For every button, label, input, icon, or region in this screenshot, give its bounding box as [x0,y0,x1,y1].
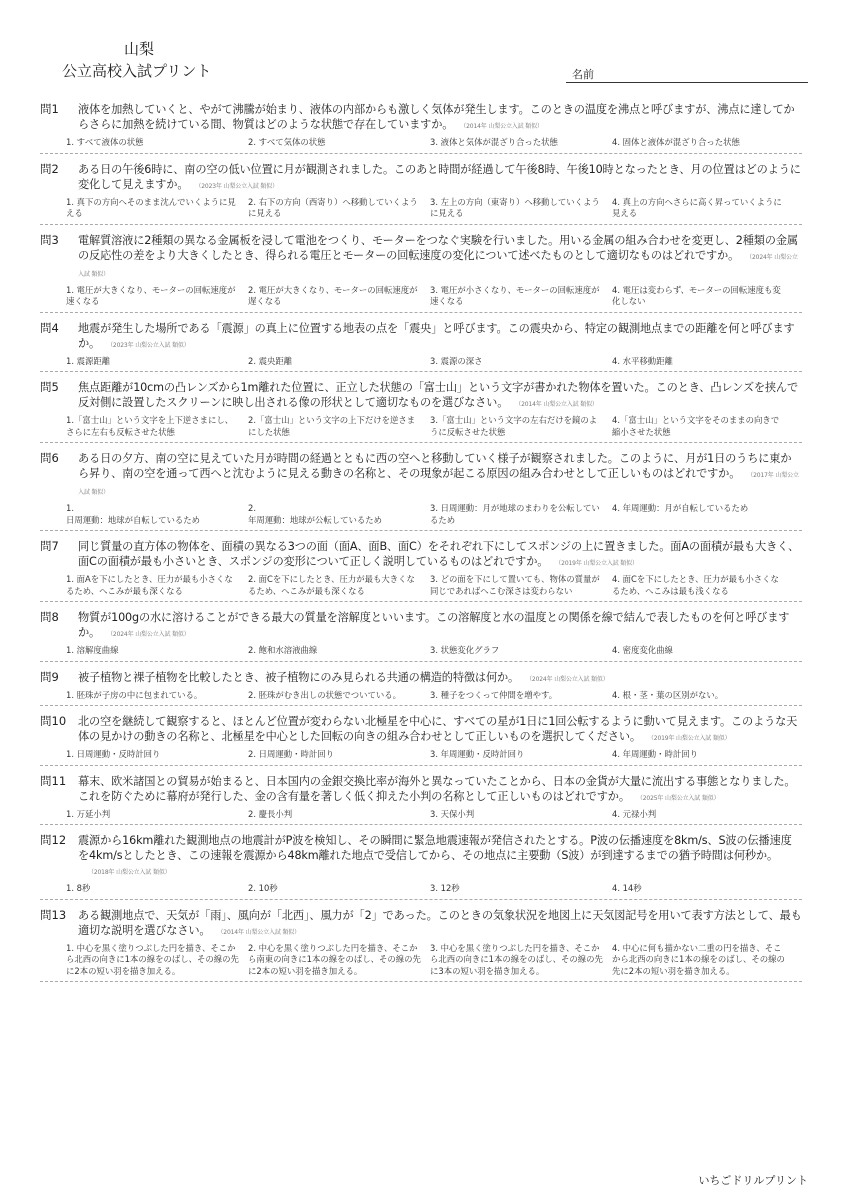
answer-choice[interactable]: 4.「富士山」という文字をそのままの向きで縮小させた状態 [612,415,780,437]
choice-list [66,645,802,657]
question-text [78,102,802,134]
question-number: 問1 [40,102,59,116]
answer-choice[interactable]: 3. 年周運動・反時計回り [430,749,525,759]
answer-choice[interactable]: 4. 固体と液体が混ざり合った状態 [612,137,740,147]
question-text [78,539,802,571]
answer-choice[interactable]: 1. 万延小判 [66,808,111,819]
answer-choice[interactable]: 1. 8秒 [66,883,91,893]
choice-list [66,415,802,438]
question-source: （2023年 山梨公立入試 類似） [110,341,190,349]
answer-choice[interactable]: 2. 面Cを下にしたとき、圧力が最も大きくなるため、へこみが最も深くなる [248,574,415,596]
footer-brand: いちごドリルプリント [698,1174,808,1187]
question-text [78,610,802,642]
question-body: 物質が100gの水に溶けることができる最大の質量を溶解度といいます。この溶解度と水の温度との関係を線で結んで表したものを何と呼びますか。 [78,611,790,639]
choice-list [66,943,802,978]
answer-choice[interactable]: 3. 日周運動：月が地球のまわりを公転しているため [430,503,600,525]
question-block [40,380,802,443]
question-source: （2018年 山梨公立入試 類似） [88,869,171,876]
choice-list [66,197,802,220]
answer-choice[interactable]: 1. 電圧が大きくなり、モーターの回転速度が速くなる [66,284,236,306]
question-number: 問9 [40,669,59,684]
answer-choice[interactable]: 3. 12秒 [430,883,460,893]
question-text [78,714,802,746]
answer-choice[interactable]: 4. 年周運動・時計回り [612,749,699,759]
question-list [40,102,802,990]
question-block [40,908,802,983]
choice-list [66,503,802,526]
question-text [78,380,802,412]
question-source: （2014年 山梨公立入試 類似） [518,401,598,408]
answer-choice[interactable]: 2. 年周運動：地球が公転しているため [248,503,382,525]
question-number: 問11 [40,773,67,788]
answer-choice[interactable]: 4. 年周運動：月が自転しているため [612,503,749,513]
question-source: （2014年 山梨公立入試 類似） [463,123,543,130]
question-block [40,714,802,766]
choice-list [66,749,802,761]
question-body: 被子植物と裸子植物を比較したとき、被子植物にのみ見られる共通の構造的特徴は何か。 [78,670,520,684]
answer-choice[interactable]: 2. 胚珠がむき出しの状態でついている。 [248,689,402,700]
answer-choice[interactable]: 4. 真上の方向へさらに高く昇っていくように見える [612,196,782,218]
answer-choice[interactable]: 3. 震源の深さ [430,355,483,366]
answer-choice[interactable]: 2. 日周運動・時計回り [248,749,335,759]
question-number: 問4 [40,320,59,335]
answer-choice[interactable]: 2. 右下の方向（西寄り）へ移動していくように見える [248,196,418,218]
answer-choice[interactable]: 2. すべて気体の状態 [248,137,326,147]
question-body: 地震が発生した場所である「震源」の真上に位置する地表の点を「震央」と呼びます。この震央から、特定の観測地点までの距離を何と呼びますか。 [78,321,795,350]
question-source: （2024年 山梨公立入試 類似） [110,631,190,638]
answer-choice[interactable]: 3.「富士山」という文字の左右だけを鏡のように反転させた状態 [430,415,598,437]
answer-choice[interactable]: 1. 日周運動・反時計回り [66,749,161,759]
answer-choice[interactable]: 3. 電圧が小さくなり、モーターの回転速度が速くなる [430,284,600,306]
answer-choice[interactable]: 4. 根・茎・葉の区別がない。 [612,689,724,700]
answer-choice[interactable]: 3. 種子をつくって仲間を増やす。 [430,689,558,700]
answer-choice[interactable]: 2. 電圧が大きくなり、モーターの回転速度が遅くなる [248,284,418,306]
choice-list [66,137,802,149]
question-text [78,908,802,940]
answer-choice[interactable]: 3. どの面を下にして置いても、物体の質量が同じであればへこむ深さは変わらない [430,574,600,596]
answer-choice[interactable]: 1. 日周運動：地球が自転しているため [66,503,200,525]
choice-list [66,285,802,308]
prefecture-label: 山梨 [124,40,155,58]
question-body: 液体を加熱していくと、やがて沸騰が始まり、液体の内部からも激しく気体が発生します。このときの温度を沸点と呼びますが、沸点に達してからさらに加熱を続けている間、物質はどのような状態で存在していますか。 [78,103,795,131]
choice-list [66,690,802,702]
question-number: 問7 [40,539,59,553]
question-number: 問12 [40,833,67,847]
question-source: （2024年 山梨公立入試 類似） [529,675,609,683]
question-body: ある観測地点で、天気が「雨」、風向が「北西」、風力が「2」であった。このときの気象状況を地図上に天気図記号を用いて表す方法として、最も適切な説明を選びなさい。 [78,908,802,937]
question-block [40,539,802,602]
answer-choice[interactable]: 1.「富士山」という文字を上下逆さまにし、さらに左右も反転させた状態 [66,415,234,437]
answer-choice[interactable]: 3. 状態変化グラフ [430,645,500,655]
question-text [78,774,802,806]
answer-choice[interactable]: 1. 面Aを下にしたとき、圧力が最も小さくなるため、へこみが最も深くなる [66,574,233,596]
question-number: 問8 [40,610,59,624]
question-block [40,610,802,662]
answer-choice[interactable]: 2. 10秒 [248,883,278,893]
answer-choice[interactable]: 4. 元禄小判 [612,808,657,819]
answer-choice[interactable]: 1. 胚珠が子房の中に包まれている。 [66,689,203,700]
answer-choice[interactable]: 4. 14秒 [612,883,642,893]
answer-choice[interactable]: 2.「富士山」という文字の上下だけを逆さまにした状態 [248,415,416,437]
answer-choice[interactable]: 1. すべて液体の状態 [66,137,144,147]
question-text [78,833,802,880]
answer-choice[interactable]: 1. 中心を黒く塗りつぶした円を描き、そこから北西の向きに1本の線をのばし、その線の先に2本の短い羽を描き加える。 [66,942,239,976]
name-field[interactable] [566,82,808,83]
page-title: 公立高校入試プリント [62,62,212,80]
question-source: （2025年 山梨公立入試 類似） [639,794,720,802]
question-number: 問13 [40,907,67,922]
question-text [78,321,802,353]
question-number: 問2 [40,161,59,176]
question-body: 北の空を継続して観察すると、ほとんど位置が変わらない北極星を中心に、すべての星が1日に1回公転するように動いて見えます。このような天体の見かけの動きの名称と、北極星を中心とした回転の向きの組み合わせとして正しいものを選択してください。 [78,715,798,743]
answer-choice[interactable]: 2. 震央距離 [248,355,293,366]
question-number: 問3 [40,232,59,247]
question-body: ある日の夕方、南の空に見えていた月が時間の経過とともに西の空へと移動していく様子が観察されました。このように、月が1日のうちに東から昇り、南の空を通って西へと沈むように見える動きの名称と、その現象が起こる原因の組み合わせとして正しいものはどれですか。 [78,452,792,480]
answer-choice[interactable]: 4. 密度変化曲線 [612,645,673,655]
question-number: 問5 [40,380,59,394]
question-body: ある日の午後6時に、南の空の低い位置に月が観測されました。このあと時間が経過して午後8時、午後10時となったとき、月の位置はどのように変化して見えますか。 [78,162,801,191]
question-block [40,774,802,826]
question-body: 同じ質量の直方体の物体を、面積の異なる3つの面（面A、面B、面C）をそれぞれ下にしてスポンジの上に置きました。面Aの面積が最も大きく、面Cの面積が最も小さいとき、スポンジの変形について正しく説明しているものはどれですか。 [78,540,799,568]
question-block [40,102,802,154]
question-body: 電解質溶液に2種類の異なる金属板を浸して電池をつくり、モーターをつなぐ実験を行いました。用いる金属の組み合わせを変更し、2種類の金属の反応性の差をより大きくしたとき、得られる電圧とモーターの回転速度の変化について述べたものとして適切なものはどれですか。 [78,233,798,262]
question-block [40,833,802,900]
answer-choice[interactable]: 3. 中心を黒く塗りつぶした円を描き、そこから北西の向きに1本の線をのばし、その線の先に3本の短い羽を描き加える。 [430,942,603,976]
question-text [78,670,802,687]
question-block [40,321,802,373]
answer-choice[interactable]: 2. 飽和水溶液曲線 [248,645,318,655]
answer-choice[interactable]: 2. 中心を黒く塗りつぶした円を描き、そこから南東の向きに1本の線をのばし、その線の先に2本の短い羽を描き加える。 [248,942,421,976]
question-source: （2019年 山梨公立入試 類似） [650,735,731,742]
answer-choice[interactable]: 4. 中心に何も描かない二重の円を描き、そこから北西の向きに1本の線をのばし、その線の先に2本の短い羽を描き加える。 [612,942,785,976]
answer-choice[interactable]: 3. 左上の方向（東寄り）へ移動していくように見える [430,196,600,218]
question-text [78,233,802,282]
choice-list [66,356,802,368]
question-source: （2024年 山梨公立入試 類似） [78,253,798,278]
choice-list [66,809,802,821]
name-label: 名前 [572,68,594,81]
question-body: 震源から16km離れた観測地点の地震計がP波を検知し、その瞬間に緊急地震速報が発信されたとする。P波の伝播速度を8km/s、S波の伝播速度を4km/sとしたとき、この速報を震源から48km離れた地点で受信してから、その地点に主要動（S波）が到達するまでの猶予時間は何秒か。 [78,834,792,862]
question-source: （2017年 山梨公立入試 類似） [78,472,799,496]
question-number: 問6 [40,451,59,465]
question-text [78,162,802,194]
answer-choice[interactable]: 4. 電圧は変わらず、モーターの回転速度も変化しない [612,284,781,306]
question-block [40,451,802,531]
answer-choice[interactable]: 1. 溶解度曲線 [66,645,119,655]
answer-choice[interactable]: 1. 真下の方向へそのまま沈んでいくように見える [66,196,236,218]
question-number: 問10 [40,714,67,728]
answer-choice[interactable]: 3. 天保小判 [430,808,475,819]
question-block [40,162,802,225]
question-body: 焦点距離が10cmの凸レンズから1m離れた位置に、正立した状態の「富士山」という文字が書かれた物体を置いた。このとき、凸レンズを挟んで反対側に設置したスクリーンに映し出される像の形状として適切なものを選びなさい。 [78,381,799,409]
question-source: （2014年 山梨公立入試 類似） [220,928,300,936]
answer-choice[interactable]: 4. 水平移動距離 [612,355,673,366]
question-text [78,451,802,500]
question-body: 幕末、欧米諸国との貿易が始まると、日本国内の金銀交換比率が海外と異なっていたことから、日本の金貨が大量に流出する事態となりました。これを防ぐために幕府が発行した、金の含有量を著しく低く抑えた小判の名称として正しいものはどれですか。 [78,774,796,803]
question-source: （2019年 山梨公立入試 類似） [558,560,638,567]
choice-list [66,574,802,597]
question-block [40,233,802,313]
question-source: （2023年 山梨公立入試 類似） [198,182,278,190]
choice-list [66,883,802,895]
answer-choice[interactable]: 4. 面Cを下にしたとき、圧力が最も小さくなるため、へこみは最も浅くなる [612,574,779,596]
answer-choice[interactable]: 3. 液体と気体が混ざり合った状態 [430,137,558,147]
answer-choice[interactable]: 2. 慶長小判 [248,808,293,819]
question-block [40,670,802,707]
answer-choice[interactable]: 1. 震源距離 [66,355,111,366]
